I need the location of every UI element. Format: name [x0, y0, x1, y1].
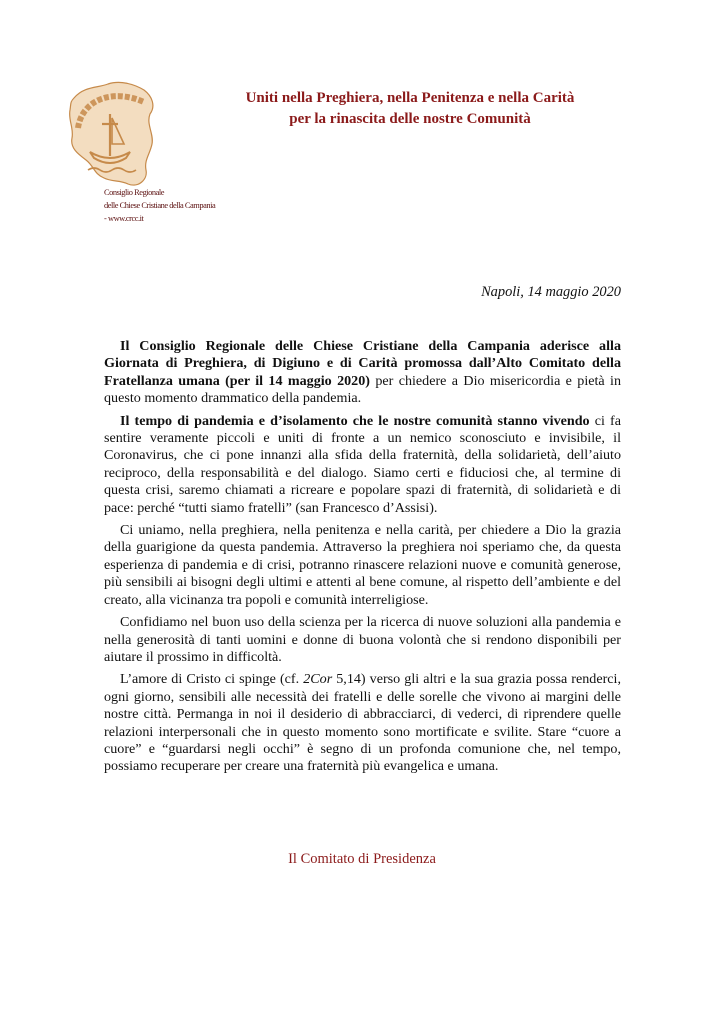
paragraph-2-text: ci fa sentire veramente piccoli e uniti di fronte a un nemico sconosciuto e invisibile, il Coronavirus, che ci pone innanzi alla sfida della fraternità, della solidarietà, dell’aiuto reciproco, della responsabilità e del dialogo. Siamo certi e fiduciosi che, al termine di questa crisi, saremo chiamati a ricreare e popolare spazi di fraternità, di solidarietà e di pace: perché “tutti siamo fratelli” (san Francesco d’Assisi). — [104, 412, 621, 516]
document-heading — [160, 88, 660, 130]
letter-body — [104, 338, 621, 781]
signature: Il Comitato di Presidenza — [288, 851, 436, 867]
paragraph-2-bold: Il tempo di pandemia e d’isolamento che le nostre comunità stanno vivendo — [120, 412, 590, 429]
paragraph-4 — [104, 614, 621, 666]
heading-line-2: per la rinascita delle nostre Comunità — [289, 111, 531, 127]
org-line-2: delle Chiese Cristiane della Campania — [104, 201, 216, 210]
place-date: Napoli, 14 maggio 2020 — [481, 284, 621, 300]
oikoumene-logo — [64, 80, 162, 190]
paragraph-3 — [104, 522, 621, 609]
paragraph-4-text: Confidiamo nel buon uso della scienza per la ricerca di nuove soluzioni alla pandemia e nella generosità di tanti uomini e donne di buona volontà che si rendono disponibili per aiutare il prossimo in difficoltà. — [104, 614, 621, 665]
paragraph-5-before: L’amore di Cristo ci spinge (cf. — [120, 671, 304, 688]
heading-line-1: Uniti nella Preghiera, nella Penitenza e nella Carità — [245, 90, 575, 106]
org-website-link[interactable]: - www.crcc.it — [104, 214, 144, 223]
paragraph-2 — [104, 413, 621, 517]
paragraph-1 — [104, 338, 621, 408]
scripture-reference: 2Cor — [303, 671, 333, 688]
paragraph-5 — [104, 671, 621, 775]
paragraph-3-text: Ci uniamo, nella preghiera, nella penitenza e nella carità, per chiedere a Dio la grazia della guarigione da questa pandemia. Attraverso la preghiera noi speriamo che, da questa esperienza di pandemia e di crisi, potranno rinascere relazioni nuove e comunità generose, più sensibili ai bisogni degli ultimi e attenti al bene comune, al rispetto dell’ambiente e del creato, alla vicinanza tra popoli e comunità interreligiose. — [104, 522, 621, 608]
paragraph-5-after: 5,14) verso gli altri e la sua grazia possa renderci, ogni giorno, sensibili alle necessità dei fratelli e delle sorelle che vivono ai margini delle nostre città. Permanga in noi il desiderio di abbracciarci, di vederci, di riprendere quelle relazioni interpersonali che in questo momento sono mortificate e svilite. Stare “cuore a cuore” e “guardarsi negli occhi” è segno di un profonda comunione che, nel tempo, possiamo recuperare per creare una fraternità più evangelica e umana. — [104, 671, 621, 775]
paragraph-1-bold: Il Consiglio Regionale delle Chiese Cristiane della Campania aderisce alla Giornata di Preghiera, di Digiuno e di Carità promossa dall’Alto Comitato della Fratellanza umana (per il 14 maggio 2020) — [104, 338, 621, 389]
org-line-1: Consiglio Regionale — [104, 188, 165, 197]
paragraph-1-text: per chiedere a Dio misericordia e pietà in questo momento drammatico della pandemia. — [104, 372, 622, 407]
organization-block — [104, 186, 215, 225]
